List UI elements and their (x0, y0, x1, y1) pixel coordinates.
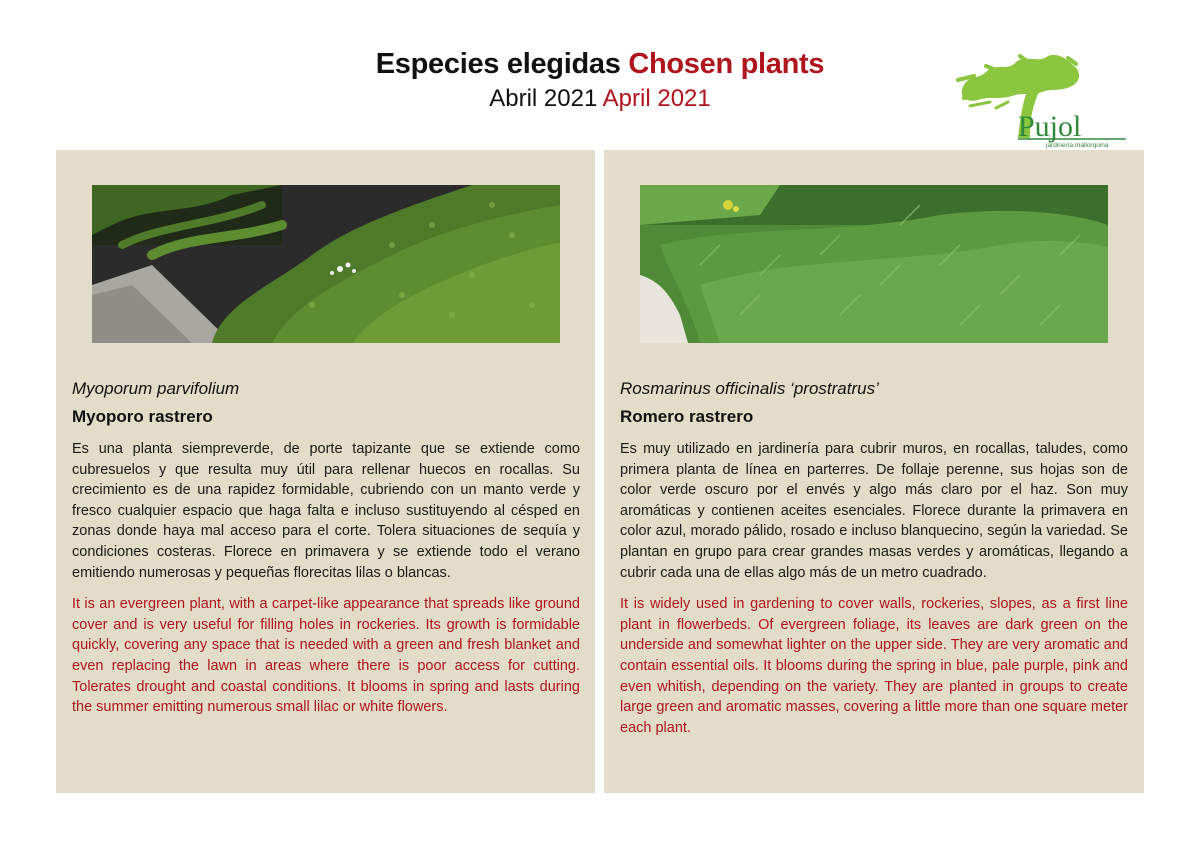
plant-photo-rosmarinus (640, 185, 1108, 343)
description-es: Es una planta siempreverde, de porte tapizante que se extiende como cubresuelos y que resulta muy útil para rellenar huecos en rocallas. Su crecimiento es de una rapidez formidable, cubriendo con un manto verde y fresco cualquier espacio que haga falta e incluso sustituyendo al césped en zonas donde haya mal acceso para el corte. Tolera situaciones de sequía y condiciones costeras. Florece en primavera y se extiende todo el verano emitiendo numerosas y pequeñas florecitas lilas o blancas. (72, 441, 580, 581)
common-name: Romero rastrero (620, 407, 754, 426)
title-en: Chosen plants (628, 48, 825, 80)
plant-text-myoporum (72, 378, 580, 718)
scientific-name: Myoporum parvifolium (72, 379, 240, 398)
rosmarinus-photo-icon (640, 185, 1108, 343)
pujol-logo (956, 50, 1132, 150)
common-name: Myoporo rastrero (72, 407, 213, 426)
myoporum-photo-icon (92, 185, 560, 343)
title-es: Especies elegidas (375, 48, 621, 80)
description-en: It is an evergreen plant, with a carpet-like appearance that spreads like ground cover and is very useful for filling holes in rockeries. Its growth is formidable quickly, covering any space that is needed with a green and fresh blanket and even replacing the lawn in areas where there is poor access for cutting. Tolerates drought and coastal conditions. It blooms in spring and lasts during the summer emitting numerous small lilac or white flowers. (72, 596, 580, 716)
date-es: Abril 2021 (489, 85, 598, 112)
logo-wordmark: Pujol (1018, 110, 1082, 143)
description-es: Es muy utilizado en jardinería para cubrir muros, en rocallas, taludes, como primera planta de línea en parterres. De follaje perenne, sus hojas son de color verde oscuro por el envés y algo más claro por el haz. Son muy aromáticas y contienen aceites esenciales. Florece durante la primavera en color azul, morado pálido, rosado e incluso blanquecino, según la variedad. Se plantan en grupo para crear grandes masas verdes y aromáticas, llegando a cubrir cada una de ellas algo más de un metro cuadrado. (620, 441, 1128, 581)
tree-logo-icon (956, 50, 1132, 150)
plant-card-myoporum (56, 150, 595, 793)
description-en: It is widely used in gardening to cover walls, rockeries, slopes, as a first line plant in flowerbeds. Of evergreen foliage, its leaves are dark green on the underside and somewhat lighter on the upper side. They are very aromatic and contain essential oils. It blooms during the spring in blue, pale purple, pink and even whitish, depending on the variety. They are planted in groups to create large green and aromatic masses, covering a little more than one square meter each plant. (620, 596, 1128, 736)
scientific-name: Rosmarinus officinalis ‘prostratrus’ (620, 379, 879, 398)
plant-card-rosmarinus (604, 150, 1144, 793)
date-en: April 2021 (602, 85, 711, 112)
logo-tagline: jardinería mallorquina (1046, 142, 1109, 149)
plant-photo-myoporum (92, 185, 560, 343)
plant-text-rosmarinus (620, 378, 1128, 738)
